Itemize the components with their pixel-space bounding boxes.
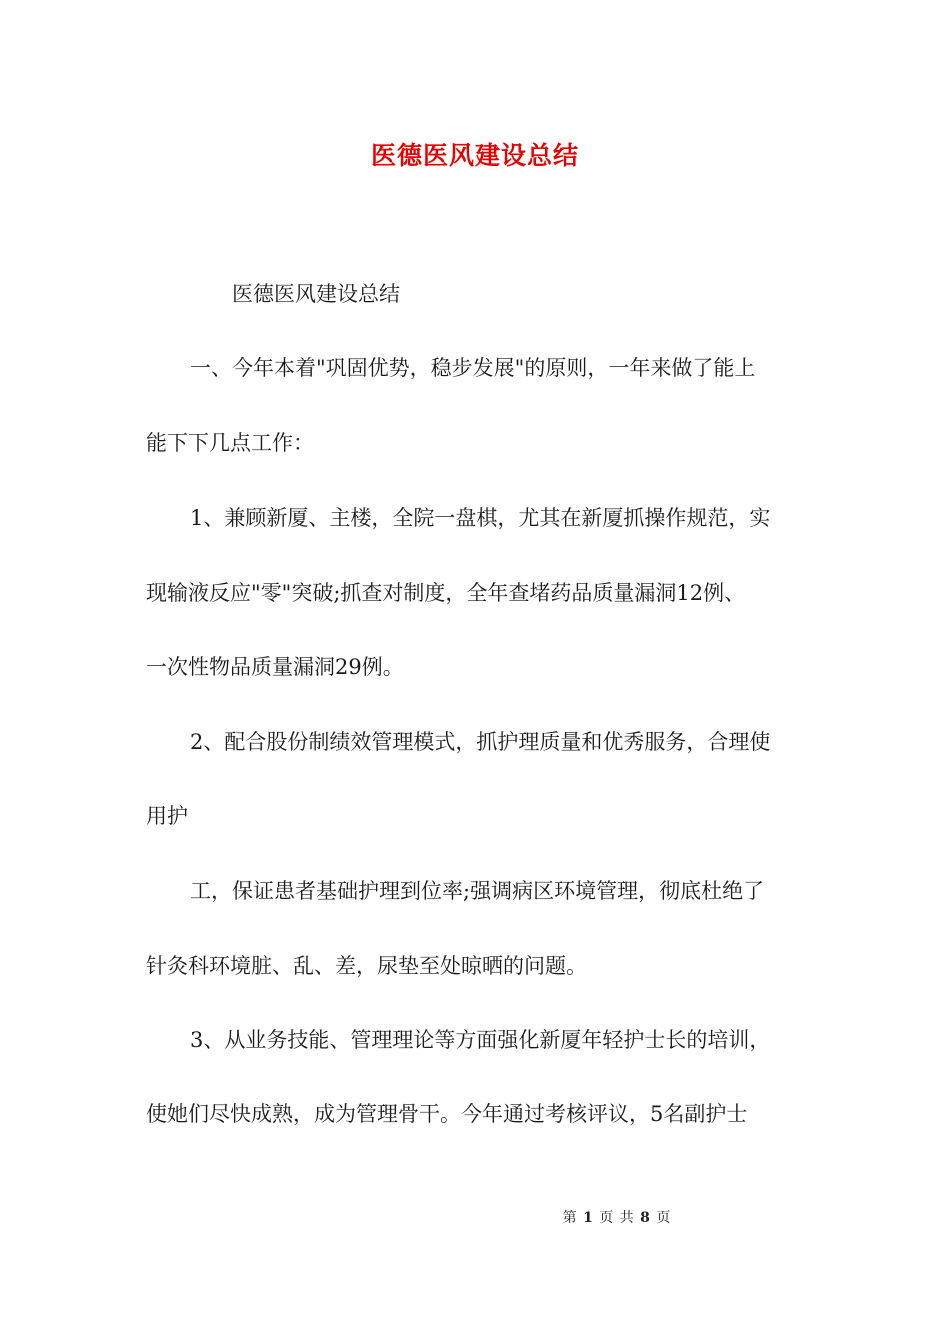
body-line: 工，保证患者基础护理到位率;强调病区环境管理，彻底杜绝了 [190,879,765,903]
body-line: 1、兼顾新厦、主楼，全院一盘棋，尤其在新厦抓操作规范，实 [190,506,771,530]
body-line: 使她们尽快成熟，成为管理骨干。今年通过考核评议，5名副护士 [146,1102,748,1126]
body-line: 针灸科环境脏、乱、差，尿垫至处晾晒的问题。 [146,954,587,978]
page-title: 医德医风建设总结 [370,141,579,170]
body-line: 一、今年本着"巩固优势，稳步发展"的原则，一年来做了能上 [190,356,756,380]
body-line: 能下下几点工作： [146,431,314,455]
footer-middle: 页 共 [599,1210,635,1226]
footer-suffix: 页 [656,1210,672,1226]
body-line: 用护 [146,804,188,828]
footer-prefix: 第 [562,1210,578,1226]
body-line: 一次性物品质量漏洞29例。 [146,655,404,679]
body-line: 2、配合股份制绩效管理模式，抓护理质量和优秀服务，合理使 [190,730,771,754]
footer-page-number: 1 [583,1210,594,1226]
body-line: 3、从业务技能、管理理论等方面强化新厦年轻护士长的培训， [190,1028,771,1052]
footer-total-pages: 8 [640,1210,651,1226]
body-line: 医德医风建设总结 [232,282,400,306]
body-line: 现输液反应"零"突破;抓查对制度，全年查堵药品质量漏洞12例、 [146,581,746,605]
page-footer [0,1207,950,1227]
